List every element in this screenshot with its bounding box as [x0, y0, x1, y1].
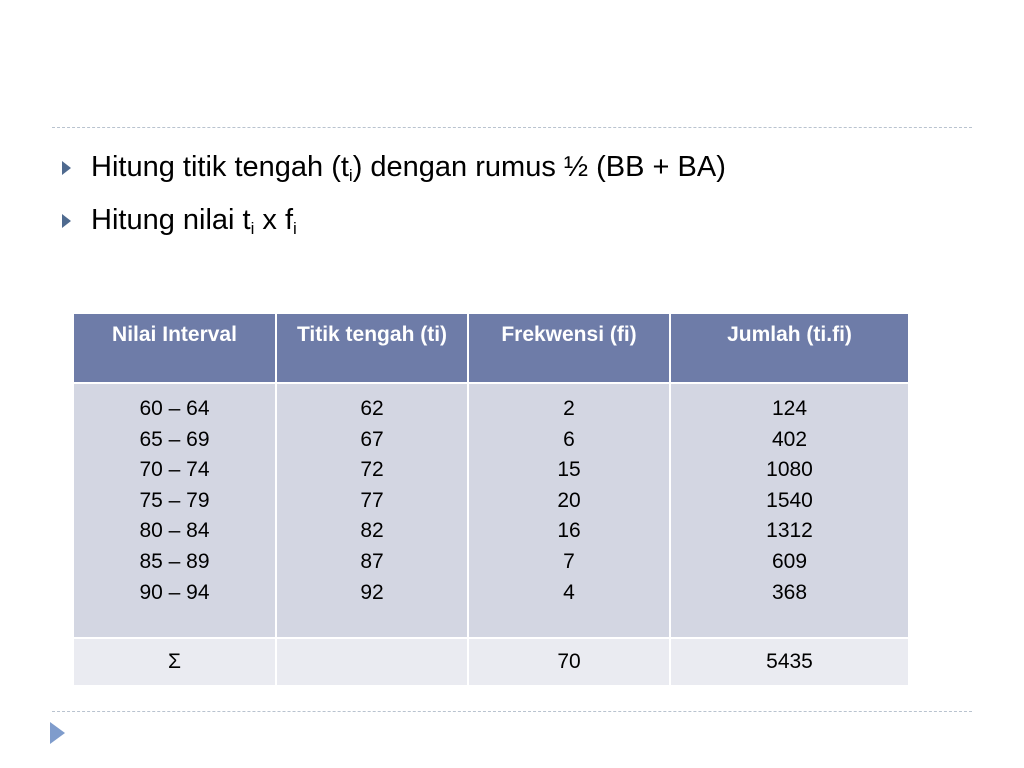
table-cell-value: 402 — [771, 427, 808, 451]
table-cell-value: 1312 — [766, 519, 813, 543]
table-row — [73, 383, 909, 638]
table-cell-value: 87 — [360, 549, 384, 573]
table-cell-value: 124 — [771, 397, 808, 420]
text-segment: Hitung nilai t — [91, 203, 251, 236]
frequency-table — [72, 312, 910, 687]
table-cell-value: 1540 — [766, 488, 813, 512]
table-cell-value: 92 — [360, 580, 384, 604]
table-cell-value: 72 — [360, 458, 384, 482]
table-cell-value: 85 – 89 — [139, 549, 210, 573]
table-cell-value: 67 — [360, 427, 384, 451]
header-product: Jumlah (ti.fi) — [670, 313, 909, 383]
bullet-item-2 — [62, 199, 726, 241]
header-frequency: Frekwensi (fi) — [468, 313, 670, 383]
table-cell-value: 15 — [557, 458, 581, 482]
total-product-cell: 5435 — [670, 638, 909, 686]
total-frequency-cell: 70 — [468, 638, 670, 686]
triangle-bullet-icon — [62, 214, 71, 228]
bullet-text-midpoint — [91, 150, 726, 185]
table-cell-value: 1080 — [766, 458, 813, 482]
table-cell-value: 90 – 94 — [139, 580, 210, 604]
table-cell-value: 609 — [771, 549, 808, 573]
table-cell-value: 82 — [360, 519, 384, 543]
table-cell-value: 7 — [563, 549, 575, 573]
triangle-bullet-icon — [62, 161, 71, 175]
table-cell-value: 77 — [360, 488, 384, 512]
bullet-text-product — [91, 203, 297, 238]
subscript: i — [250, 218, 255, 238]
slide-corner-triangle-icon — [50, 722, 65, 744]
header-interval: Nilai Interval — [73, 313, 276, 383]
table-cell-value: 2 — [563, 397, 575, 420]
table-cell-value: 62 — [360, 397, 384, 420]
text-segment: Hitung titik tengah (t — [91, 150, 349, 183]
table-cell-value: 6 — [563, 427, 575, 451]
table-cell-value: 16 — [557, 519, 581, 543]
bottom-divider — [52, 711, 972, 712]
table-cell-value: 4 — [563, 580, 575, 604]
frequency-column — [468, 383, 670, 638]
total-row — [73, 638, 909, 686]
table-cell-value: 20 — [557, 488, 581, 512]
interval-column — [73, 383, 276, 638]
sigma-cell: Σ — [73, 638, 276, 686]
subscript: i — [293, 218, 297, 238]
table-cell-value: 80 – 84 — [139, 519, 210, 543]
subscript: i — [348, 165, 353, 185]
table-cell-value: 60 – 64 — [139, 397, 210, 420]
top-divider — [52, 127, 972, 128]
table-cell-value: 368 — [771, 580, 808, 604]
table-header-row — [73, 313, 909, 383]
bullet-item-1 — [62, 146, 726, 188]
product-column — [670, 383, 909, 638]
header-midpoint: Titik tengah (ti) — [276, 313, 468, 383]
text-segment: x f — [254, 203, 294, 236]
table-cell-value: 75 – 79 — [139, 488, 210, 512]
bullet-list — [62, 146, 726, 241]
table-cell-value: 70 – 74 — [139, 458, 210, 482]
table-cell-value: 65 – 69 — [139, 427, 210, 451]
midpoint-column — [276, 383, 468, 638]
text-segment: ) dengan rumus ½ (BB + BA) — [352, 150, 726, 183]
total-midpoint-cell — [276, 638, 468, 686]
